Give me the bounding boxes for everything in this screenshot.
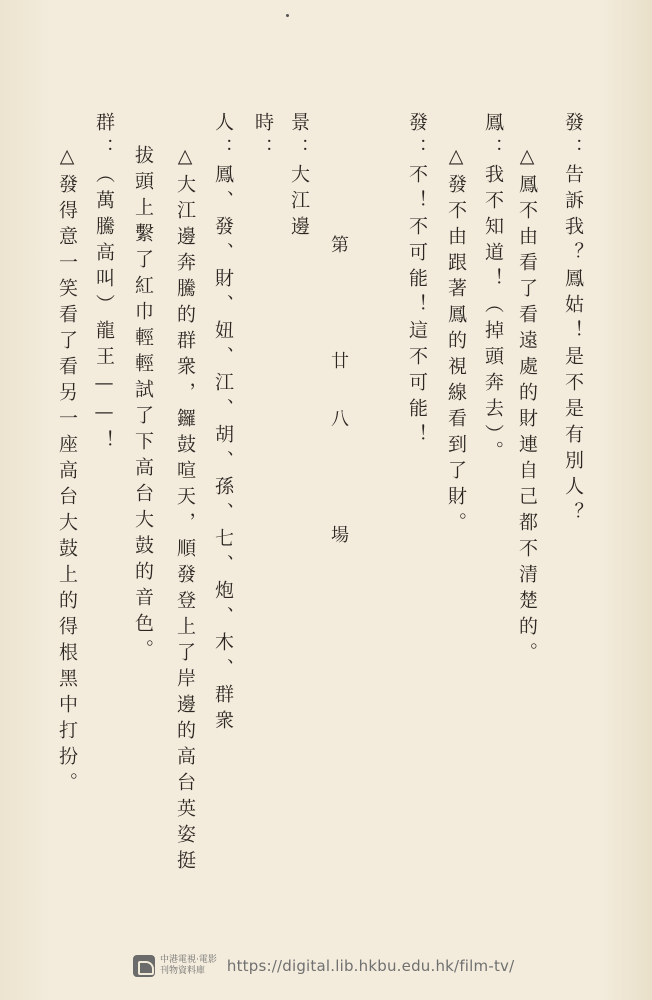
dialogue-line: 發：告訴我？鳳姑！是不是有別人？ [562, 112, 584, 528]
dialogue-line: 發：不！不可能！這不可能！ [406, 112, 428, 450]
scene-characters: 人：鳳、發、財、妞、江、胡、孫、七、炮、木、群衆 [212, 112, 234, 736]
logo-line-2: 刊物資料庫 [160, 966, 206, 976]
dialogue-line: 鳳：我不知道！（掉頭奔去）。 [482, 112, 504, 467]
archive-footer [133, 948, 553, 984]
logo-line-1: 中港電視·電影 [160, 955, 217, 965]
stage-direction: △大江邊奔騰的群衆，鑼鼓喧天，順發登上了岸邊的高台英姿挺 [174, 145, 196, 876]
archive-logo-text [160, 955, 217, 977]
scene-heading: 第 廿八 場 [328, 235, 349, 583]
scene-location: 景：大江邊 [288, 112, 310, 242]
archive-url: https://digital.lib.hkbu.edu.hk/film-tv/ [226, 957, 515, 975]
stage-direction: △鳳不由看了看遠處的財連自己都不清楚的。 [516, 145, 538, 668]
stage-direction: △發得意一笑看了看另一座高台大鼓上的得根黑中打扮。 [56, 145, 78, 798]
scene-time: 時： [252, 112, 274, 164]
archive-logo-icon [133, 955, 155, 977]
stage-direction-continued: 拔頭上繫了紅巾輕輕試了下高台大鼓的音色。 [132, 145, 154, 665]
stage-direction: △發不由跟著鳳的視線看到了財。 [445, 145, 467, 538]
ink-speck [286, 14, 289, 17]
dialogue-line: 群：（萬騰高叫）龍王——！ [93, 112, 115, 456]
